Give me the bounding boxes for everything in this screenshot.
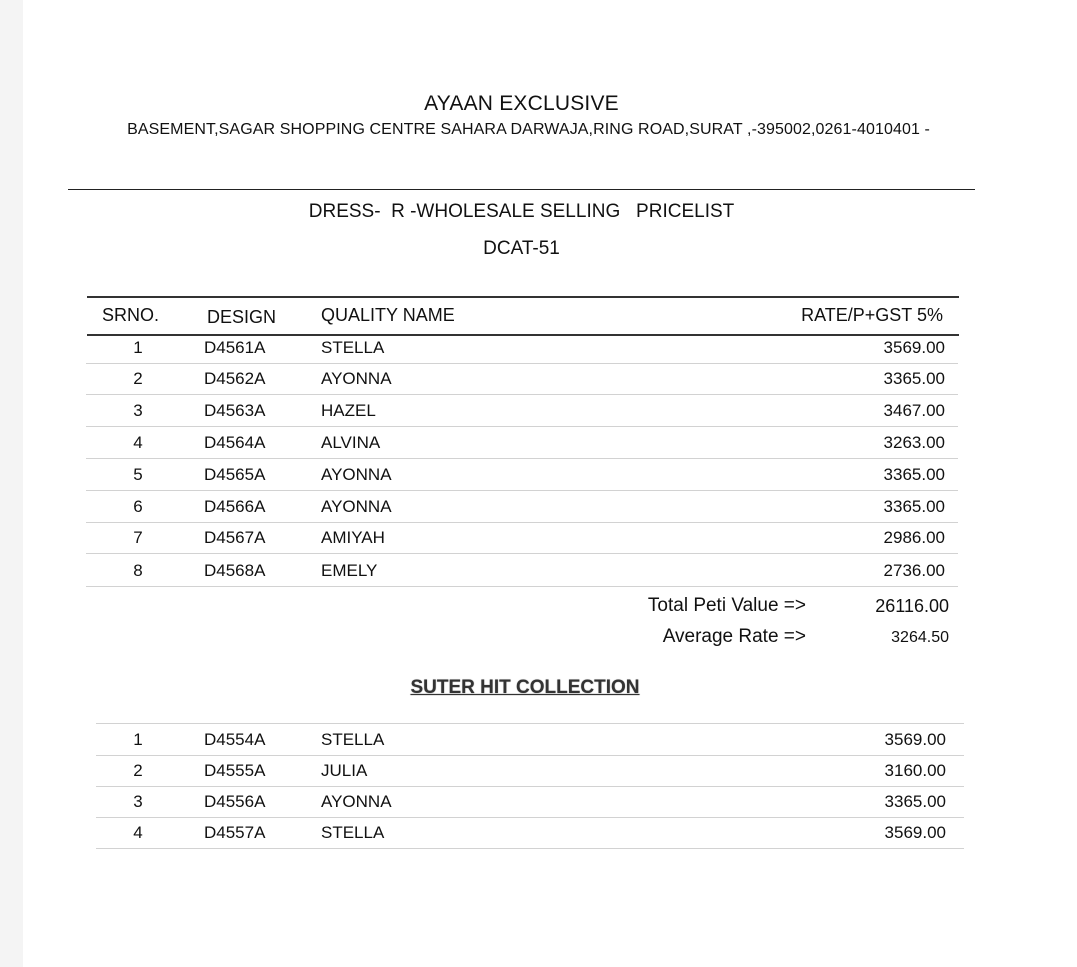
row-srno: 4 xyxy=(133,433,143,452)
row-rate: 3569.00 xyxy=(883,338,945,357)
row-design: D4554A xyxy=(204,730,266,749)
row-srno: 1 xyxy=(133,338,143,357)
row-quality: STELLA xyxy=(321,730,385,749)
row-design: D4568A xyxy=(204,561,266,580)
column-header-design: DESIGN xyxy=(207,307,277,327)
row-rate: 3467.00 xyxy=(883,401,945,420)
hit-collection-heading: SUTER HIT COLLECTION xyxy=(410,677,640,698)
row-design: D4561A xyxy=(204,338,266,357)
average-rate-value: 3264.50 xyxy=(891,629,949,646)
average-rate-label: Average Rate => xyxy=(662,626,806,647)
table-row xyxy=(86,459,958,491)
row-quality: AMIYAH xyxy=(321,528,385,547)
row-srno: 7 xyxy=(133,528,143,547)
row-design: D4555A xyxy=(204,761,266,780)
table-row xyxy=(96,724,964,756)
row-srno: 6 xyxy=(133,497,143,516)
row-design: D4565A xyxy=(204,465,266,484)
company-name: AYAAN EXCLUSIVE xyxy=(424,92,619,115)
row-rate: 3160.00 xyxy=(884,761,946,780)
row-design: D4563A xyxy=(204,401,266,420)
row-rate: 3365.00 xyxy=(883,369,945,388)
row-rate: 3365.00 xyxy=(883,465,945,484)
row-rate: 3365.00 xyxy=(884,792,946,811)
table-row xyxy=(96,786,964,818)
header-divider xyxy=(68,189,975,190)
row-srno: 8 xyxy=(133,561,143,580)
row-design: D4557A xyxy=(204,823,266,842)
row-rate: 3365.00 xyxy=(883,497,945,516)
row-srno: 4 xyxy=(133,823,143,842)
row-design: D4567A xyxy=(204,528,266,547)
row-srno: 1 xyxy=(133,730,143,749)
row-quality: STELLA xyxy=(321,338,385,357)
row-design: D4562A xyxy=(204,369,266,388)
row-quality: JULIA xyxy=(321,761,368,780)
row-quality: AYONNA xyxy=(321,792,392,811)
row-quality: AYONNA xyxy=(321,369,392,388)
table-row xyxy=(96,755,964,787)
total-peti-value-label: Total Peti Value => xyxy=(647,595,806,616)
row-rate: 3569.00 xyxy=(884,730,946,749)
row-rate: 2736.00 xyxy=(883,561,945,580)
company-address: BASEMENT,SAGAR SHOPPING CENTRE SAHARA DARWAJA,RING ROAD,SURAT ,-395002,0261-4010401 - xyxy=(127,121,930,138)
row-rate: 3263.00 xyxy=(883,433,945,452)
table-row xyxy=(86,332,958,364)
table-row xyxy=(86,427,958,459)
row-quality: HAZEL xyxy=(321,401,376,420)
row-design: D4566A xyxy=(204,497,266,516)
row-quality: STELLA xyxy=(321,823,385,842)
table-row xyxy=(96,817,964,849)
row-quality: AYONNA xyxy=(321,465,392,484)
row-quality: ALVINA xyxy=(321,433,381,452)
row-design: D4556A xyxy=(204,792,266,811)
table-row xyxy=(86,395,958,427)
page-margin-strip xyxy=(0,0,23,967)
row-srno: 2 xyxy=(133,761,143,780)
table-row xyxy=(86,522,958,554)
column-header-quality: QUALITY NAME xyxy=(321,305,455,325)
row-srno: 3 xyxy=(133,792,143,811)
row-rate: 2986.00 xyxy=(883,528,945,547)
row-srno: 3 xyxy=(133,401,143,420)
column-header-rate: RATE/P+GST 5% xyxy=(801,305,943,325)
row-srno: 2 xyxy=(133,369,143,388)
column-header-srno: SRNO. xyxy=(102,305,160,325)
table-row xyxy=(86,491,958,523)
table-row xyxy=(86,555,958,587)
row-srno: 5 xyxy=(133,465,143,484)
row-quality: AYONNA xyxy=(321,497,392,516)
row-quality: EMELY xyxy=(321,561,378,580)
table-row xyxy=(86,363,958,395)
catalog-code: DCAT-51 xyxy=(483,238,560,259)
row-rate: 3569.00 xyxy=(884,823,946,842)
price-table-header xyxy=(87,296,959,336)
total-peti-value: 26116.00 xyxy=(875,596,949,616)
row-design: D4564A xyxy=(204,433,266,452)
document-title: DRESS- R -WHOLESALE SELLING PRICELIST xyxy=(308,201,735,222)
